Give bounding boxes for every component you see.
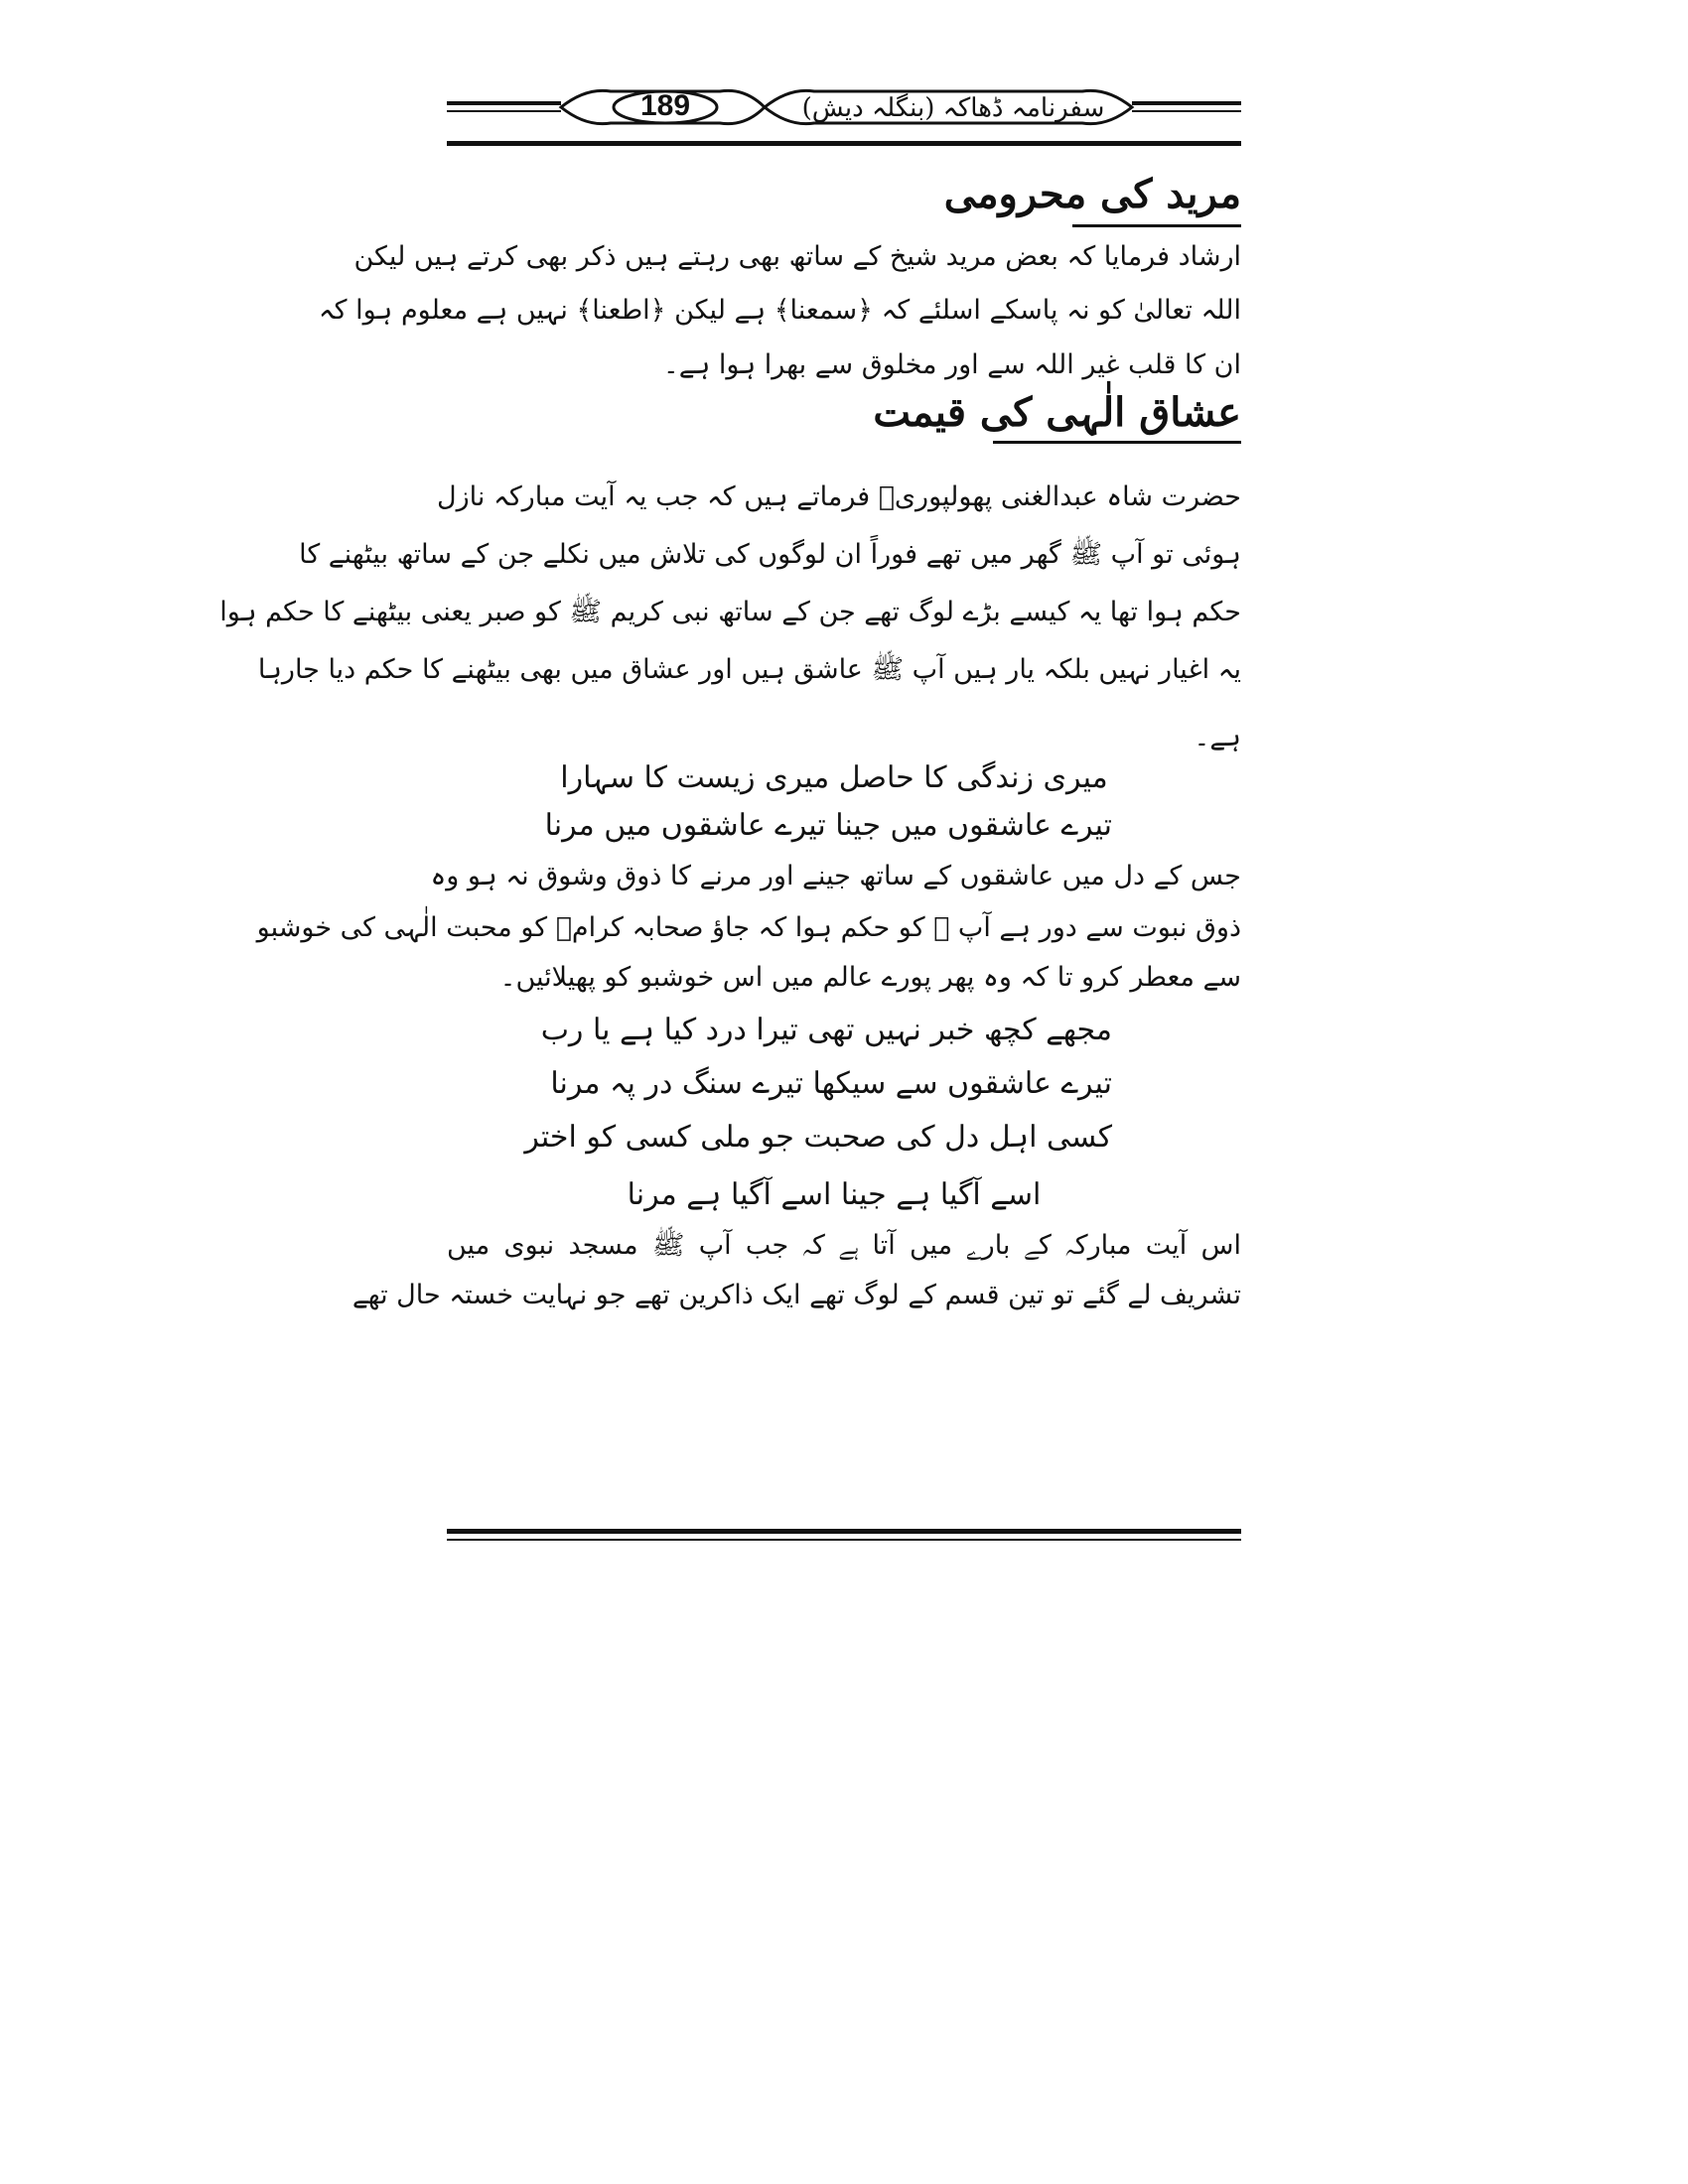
header-rule (447, 141, 1241, 146)
paragraph-line: اللہ تعالیٰ کو نہ پاسکے اسلئے کہ ﴿سمعنا﴾ ہے لیکن ﴿اطعنا﴾ نہیں ہے معلوم ہوا کہ (318, 295, 1241, 326)
section-heading-murid: مرید کی محرومی (943, 171, 1241, 217)
paragraph-line: حضرت شاہ عبدالغنی پھولپوریؒ فرماتے ہیں کہ جب یہ آیت مبارکہ نازل (437, 481, 1241, 512)
verse-line: کسی اہل دل کی صحبت جو ملی کسی کو اختر (524, 1120, 1112, 1155)
heading-underline (993, 441, 1241, 444)
paragraph-line: ہے۔ (1194, 722, 1241, 752)
footer-rule-thin (447, 1539, 1241, 1541)
page-header (447, 85, 1241, 145)
paragraph-line: سے معطر کرو تا کہ وہ پھر پورے عالم میں اس خوشبو کو پھیلائیں۔ (499, 962, 1241, 993)
footer-rule (447, 1529, 1241, 1534)
verse-line: مجھے کچھ خبر نہیں تھی تیرا درد کیا ہے یا رب (540, 1013, 1112, 1047)
page-number: 189 (639, 89, 691, 122)
paragraph-line: ہوئی تو آپ ﷺ گھر میں تھے فوراً ان لوگوں کی تلاش میں نکلے جن کے ساتھ بیٹھنے کا (299, 539, 1241, 570)
paragraph-line: یہ اغیار نہیں بلکہ یار ہیں آپ ﷺ عاشق ہیں اور عشاق میں بھی بیٹھنے کا حکم دیا جارہا (257, 654, 1241, 685)
paragraph-line: ذوق نبوت سے دور ہے آپ ﷺ کو حکم ہوا کہ جاؤ صحابہ کرامؓ کو محبت الٰہی کی خوشبو (256, 912, 1241, 943)
verse-line: تیرے عاشقوں سے سیکھا تیرے سنگ در پہ مرنا (550, 1066, 1112, 1101)
paragraph-line: تشریف لے گئے تو تین قسم کے لوگ تھے ایک ذاکرین تھے جو نہایت خستہ حال تھے (352, 1280, 1241, 1310)
verse-line: تیرے عاشقوں میں جینا تیرے عاشقوں میں مرنا (544, 808, 1112, 843)
book-title: سفرنامہ ڈھاکہ (بنگلہ دیش) (801, 93, 1105, 123)
heading-underline (1072, 224, 1241, 227)
paragraph-line: ارشاد فرمایا کہ بعض مرید شیخ کے ساتھ بھی رہتے ہیں ذکر بھی کرتے ہیں لیکن (353, 241, 1241, 272)
paragraph-line: جس کے دل میں عاشقوں کے ساتھ جینے اور مرنے کا ذوق وشوق نہ ہو وہ (430, 861, 1241, 891)
paragraph-line: ان کا قلب غیر اللہ سے اور مخلوق سے بھرا ہوا ہے۔ (662, 349, 1241, 380)
paragraph-line: اس آیت مبارکہ کے بارے میں آتا ہے کہ جب آپ ﷺ مسجد نبوی میں (447, 1230, 1241, 1261)
verse-line: میری زندگی کا حاصل میری زیست کا سہارا (560, 760, 1108, 795)
paragraph-line: حکم ہوا تھا یہ کیسے بڑے لوگ تھے جن کے ساتھ نبی کریم ﷺ کو صبر یعنی بیٹھنے کا حکم ہوا (219, 597, 1241, 627)
verse-line: اسے آگیا ہے جینا اسے آگیا ہے مرنا (627, 1177, 1042, 1212)
section-heading-ushaq: عشاق الٰہی کی قیمت (873, 389, 1241, 436)
